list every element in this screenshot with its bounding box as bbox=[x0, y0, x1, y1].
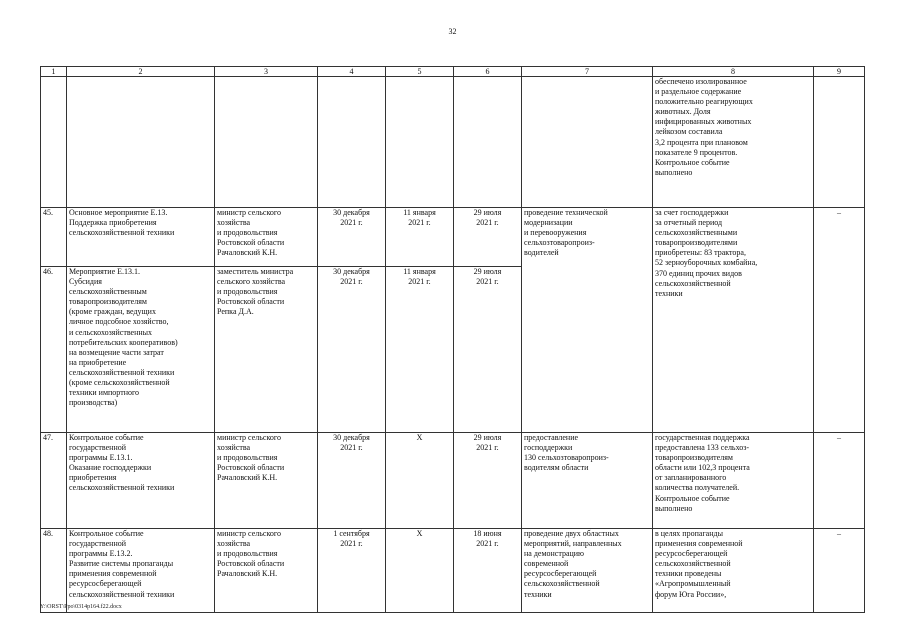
column-number: 9 bbox=[814, 67, 865, 77]
result-plan-cell: проведение технической модернизации и перевооружения сельхозтоваропроиз- водителей bbox=[522, 208, 653, 433]
column-number: 3 bbox=[215, 67, 318, 77]
note-cell: – bbox=[814, 208, 865, 433]
end-date-cell: 18 июня 2021 г. bbox=[454, 529, 522, 613]
result-plan-cell: проведение двух областных мероприятий, направленных на демонстрацию современной ресурсосберегающей сельскохозяйственной техники bbox=[522, 529, 653, 613]
result-plan-cell: предоставление господдержки 130 сельхозтоваропроиз- водителям области bbox=[522, 433, 653, 529]
row-number: 47. bbox=[41, 433, 67, 529]
page-number: 32 bbox=[448, 27, 457, 36]
end-date-cell: 29 июля 2021 г. bbox=[454, 267, 522, 433]
plan-date-cell: 30 декабря 2021 г. bbox=[318, 433, 386, 529]
event-name-cell: Контрольное событие государственной программы Е.13.1. Оказание господдержки приобретения сельскохозяйственной техники bbox=[67, 433, 215, 529]
note-cell: – bbox=[814, 433, 865, 529]
result-fact-cell: обеспечено изолированное и раздельное содержание положительно реагирующих животных. Доля инфицированных животных лейкозом составила 3,2 процента при плановом показателе 9 процентов. Контрольное событие выполнено bbox=[653, 77, 814, 208]
event-name-cell: Мероприятие Е.13.1. Субсидия сельскохозяйственным товаропроизводителям (кроме граждан, ведущих личное подсобное хозяйство, и сельскохозяйственных потребительских кооперативов) на возмещение части затрат на приобретение сельскохозяйственной техники (кроме сельскохозяйственной техники импортного производства) bbox=[67, 267, 215, 433]
responsible-cell: министр сельского хозяйства и продовольствия Ростовской области Рачаловский К.Н. bbox=[215, 208, 318, 267]
report-table bbox=[40, 66, 865, 613]
end-date-cell: 29 июля 2021 г. bbox=[454, 433, 522, 529]
result-fact-cell: в целях пропаганды применения современной ресурсосберегающей сельскохозяйственной техники проведены «Агропромышленный форум Юга России», bbox=[653, 529, 814, 613]
table-row bbox=[41, 529, 865, 613]
note-cell: – bbox=[814, 529, 865, 613]
table-row bbox=[41, 433, 865, 529]
file-path-footer: Y:\ORST\Ppo\0314p164.f22.docx bbox=[40, 604, 122, 610]
responsible-cell: министр сельского хозяйства и продовольствия Ростовской области Рачаловский К.Н. bbox=[215, 433, 318, 529]
responsible-cell: министр сельского хозяйства и продовольствия Ростовской области Рачаловский К.Н. bbox=[215, 529, 318, 613]
row-number: 48. bbox=[41, 529, 67, 613]
plan-date-cell: 1 сентября 2021 г. bbox=[318, 529, 386, 613]
row-number: 46. bbox=[41, 267, 67, 433]
plan-date-cell: 30 декабря 2021 г. bbox=[318, 267, 386, 433]
result-fact-cell: за счет господдержки за отчетный период сельскохозяйственными товаропроизводителями приобретены: 83 трактора, 52 зерноуборочных комбайна, 370 единиц прочих видов сельскохозяйственной техники bbox=[653, 208, 814, 433]
column-number: 8 bbox=[653, 67, 814, 77]
responsible-cell: заместитель министра сельского хозяйства и продовольствия Ростовской области Репка Д.А. bbox=[215, 267, 318, 433]
column-number-row bbox=[41, 67, 865, 77]
column-number: 7 bbox=[522, 67, 653, 77]
column-number: 1 bbox=[41, 67, 67, 77]
result-fact-cell: государственная поддержка предоставлена 133 сельхоз- товаропроизводителям области или 102,3 процента от запланированного количества получателей. Контрольное событие выполнено bbox=[653, 433, 814, 529]
end-date-cell: 29 июля 2021 г. bbox=[454, 208, 522, 267]
column-number: 4 bbox=[318, 67, 386, 77]
start-date-cell: Х bbox=[386, 529, 454, 613]
column-number: 5 bbox=[386, 67, 454, 77]
continuation-row bbox=[41, 77, 865, 208]
event-name-cell: Основное мероприятие Е.13. Поддержка приобретения сельскохозяйственной техники bbox=[67, 208, 215, 267]
row-number: 45. bbox=[41, 208, 67, 267]
table-row bbox=[41, 208, 865, 267]
column-number: 6 bbox=[454, 67, 522, 77]
event-name-cell: Контрольное событие государственной программы Е.13.2. Развитие системы пропаганды применения современной ресурсосберегающей сельскохозяйственной техники bbox=[67, 529, 215, 613]
start-date-cell: Х bbox=[386, 433, 454, 529]
plan-date-cell: 30 декабря 2021 г. bbox=[318, 208, 386, 267]
start-date-cell: 11 января 2021 г. bbox=[386, 208, 454, 267]
start-date-cell: 11 января 2021 г. bbox=[386, 267, 454, 433]
column-number: 2 bbox=[67, 67, 215, 77]
